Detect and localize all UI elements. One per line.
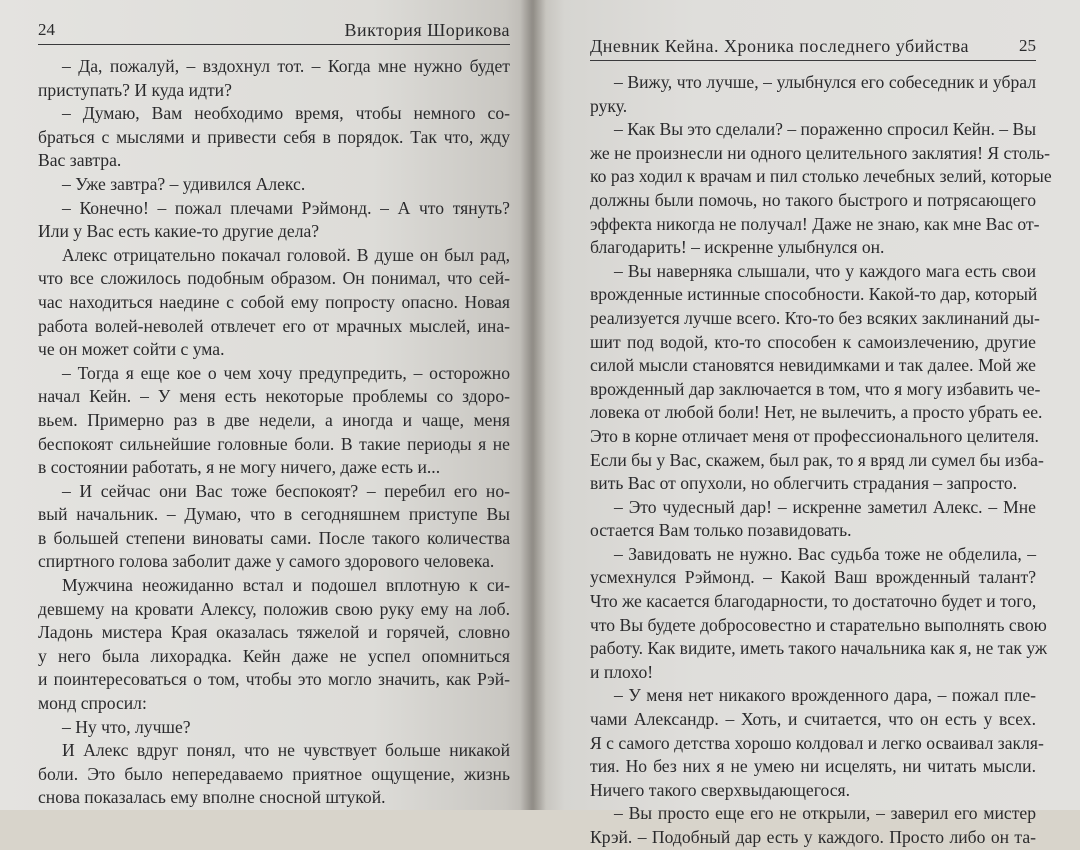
text-line: И Алекс вдруг понял, что не чувствует больше никакой xyxy=(62,740,510,761)
text-line: – У меня нет никакого врожденного дара, – пожал пле- xyxy=(614,685,1036,706)
text-line: чами Александр. – Хоть, и считается, что он есть у всех. xyxy=(590,709,1036,730)
text-line: Если бы у Вас, скажем, был рак, то я вряд ли сумел бы избa- xyxy=(590,449,1044,470)
text-line: Ладонь мистера Края оказалась тяжелой и горячей, словно xyxy=(38,622,510,643)
text-line: боли. Это было непередаваемо приятное ощущение, жизнь xyxy=(38,763,510,784)
right-page-number: 25 xyxy=(1019,36,1036,55)
text-line: врожденные истинные способности. Какой-то дар, который xyxy=(590,284,1038,305)
text-line: монд спросил: xyxy=(38,693,147,714)
text-line: шит под водой, кто-то способен к самоизлечению, другие xyxy=(590,331,1036,352)
text-line: – Вы наверняка слышали, что у каждого мага есть свои xyxy=(614,260,1036,281)
text-line: и поинтересоваться о том, чтобы это могло значить, как Рэй- xyxy=(38,669,510,690)
text-line: – Вы просто еще его не открыли, – заверил его мистер xyxy=(614,803,1036,824)
text-line: же не произнесли ни одного целительного заклятия! Я столь- xyxy=(590,142,1051,163)
text-line: ловека от любой боли! Нет, не вылечить, а просто убрать ее. xyxy=(590,402,1043,423)
text-line: что Вы будете добросовестно и старательно выполнять свою xyxy=(590,614,1047,635)
text-line: Это в корне отличает меня от профессионального целителя. xyxy=(590,425,1039,446)
text-line: – Вижу, что лучше, – улыбнулся его собеседник и убрал xyxy=(614,72,1036,92)
text-line: Алекс отрицательно покачал головой. В душе он был рад, xyxy=(62,244,510,265)
text-line: благодарить! – искренне улыбнулся он. xyxy=(590,237,885,258)
text-line: эффекта никогда не получал! Даже не знаю, как мне Вас от- xyxy=(590,213,1040,234)
text-line: – Да, пожалуй, – вздохнул тот. – Когда мне нужно будет xyxy=(62,56,510,76)
text-line: вый начальник. – Думаю, что в сегодняшнем приступе Вы xyxy=(38,504,510,525)
text-line: Я с самого детства хорошо колдовал и легко осваивал закля- xyxy=(590,732,1044,753)
text-line: – Ну что, лучше? xyxy=(62,716,191,737)
text-line: начал Кейн. – У меня есть некоторые проблемы со здоро- xyxy=(38,386,510,407)
right-page-header xyxy=(590,30,1036,61)
text-line: – Как Вы это сделали? – пораженно спросил Кейн. – Вы xyxy=(614,119,1037,140)
text-line: че он может сойти с ума. xyxy=(38,339,225,360)
text-line: – Конечно! – пожал плечами Рэймонд. – А что тянуть? xyxy=(62,197,510,218)
text-line: – Тогда я еще кое о чем хочу предупредить, – осторожно xyxy=(62,362,510,383)
text-line: – Это чудесный дар! – искренне заметил Алекс. – Мне xyxy=(614,496,1036,517)
text-line: Или у Вас есть какие-то другие дела? xyxy=(38,221,320,242)
text-line: работа волей-неволей отвлечет его от мрачных мыслей, ина- xyxy=(38,315,510,336)
left-running-head: Виктория Шорикова xyxy=(344,20,510,40)
text-line: остается Вам только позавидовать. xyxy=(590,520,852,541)
text-line: Вас завтра. xyxy=(38,150,122,171)
right-page xyxy=(532,0,1080,847)
text-line: в состоянии работать, я не могу ничего, даже есть и... xyxy=(38,457,441,478)
text-line: – Уже завтра? – удивился Алекс. xyxy=(62,173,306,194)
text-line: Крэй. – Подобный дар есть у каждого. Просто либо он та- xyxy=(590,827,1036,847)
text-line: беспокоят сильнейшие головные боли. В такие периоды я не xyxy=(38,433,510,454)
text-line: силой мысли становятся невидимками и так далее. Мой же xyxy=(590,355,1036,376)
text-line: у него была лихорадка. Кейн даже не успел опомниться xyxy=(38,645,510,666)
text-line: Ничего такого сверхвыдающегося. xyxy=(590,779,851,800)
right-running-head: Дневник Кейна. Хроника последнего убийства xyxy=(590,36,970,56)
text-line: – И сейчас они Вас тоже беспокоят? – перебил его но- xyxy=(62,480,510,501)
text-line: должны были помочь, но такого быстрого и потрясающего xyxy=(590,189,1036,210)
text-line: – Думаю, Вам необходимо время, чтобы немного со- xyxy=(62,103,510,124)
text-line: вить Вас от опухоли, но облегчить страдания – запросто. xyxy=(590,473,1018,494)
left-page-number: 24 xyxy=(38,20,55,39)
text-line: вьем. Примерно раз в две недели, а иногда и чаще, меня xyxy=(38,409,510,430)
text-line: в большей степени виноваты сами. После такого количества xyxy=(38,527,510,548)
text-line: ко раз ходил к врачам и пил столько лечебных зелий, которые xyxy=(590,166,1052,187)
text-line: Мужчина неожиданно встал и подошел вплотную к си- xyxy=(62,575,510,596)
text-line: Что же касается благодарности, то достаточно будет и того, xyxy=(590,591,1037,612)
text-line: что все сложилось подобным образом. Он понимал, что сей- xyxy=(38,268,510,289)
right-page-text xyxy=(590,71,1052,850)
text-line: руку. xyxy=(590,95,628,116)
left-page-text xyxy=(38,55,510,810)
text-line: час находиться наедине с собой ему попросту опасно. Новая xyxy=(38,291,510,312)
text-line: тия. Но без них я не умею ни исцелять, ни читать мысли. xyxy=(590,756,1036,777)
text-line: – Завидовать не нужно. Вас судьба тоже не обделила, – xyxy=(614,543,1036,564)
text-line: усмехнулся Рэймонд. – Какой Ваш врожденный талант? xyxy=(590,567,1036,588)
text-line: спиртного голова заболит даже у самого здорового человека. xyxy=(38,551,495,572)
text-line: и плохо! xyxy=(590,661,654,682)
text-line: приступать? И куда идти? xyxy=(38,79,232,100)
left-page xyxy=(0,0,532,810)
text-line: работу. Как видите, иметь такого начальника как я, не так уж xyxy=(590,638,1048,659)
text-line: браться с мыслями и привести себя в порядок. Так что, жду xyxy=(38,126,510,147)
text-line: реализуется лучше всего. Кто-то без всяких заклинаний ды- xyxy=(590,307,1040,328)
left-page-header xyxy=(38,14,510,45)
text-line: снова показалась ему вполне сносной штукой. xyxy=(38,787,386,808)
text-line: врожденный дар заключается в том, что я могу избавить че- xyxy=(590,378,1041,399)
book-gutter xyxy=(520,0,546,810)
text-line: девшему на кровати Алексу, положив свою руку ему на лоб. xyxy=(38,598,510,619)
